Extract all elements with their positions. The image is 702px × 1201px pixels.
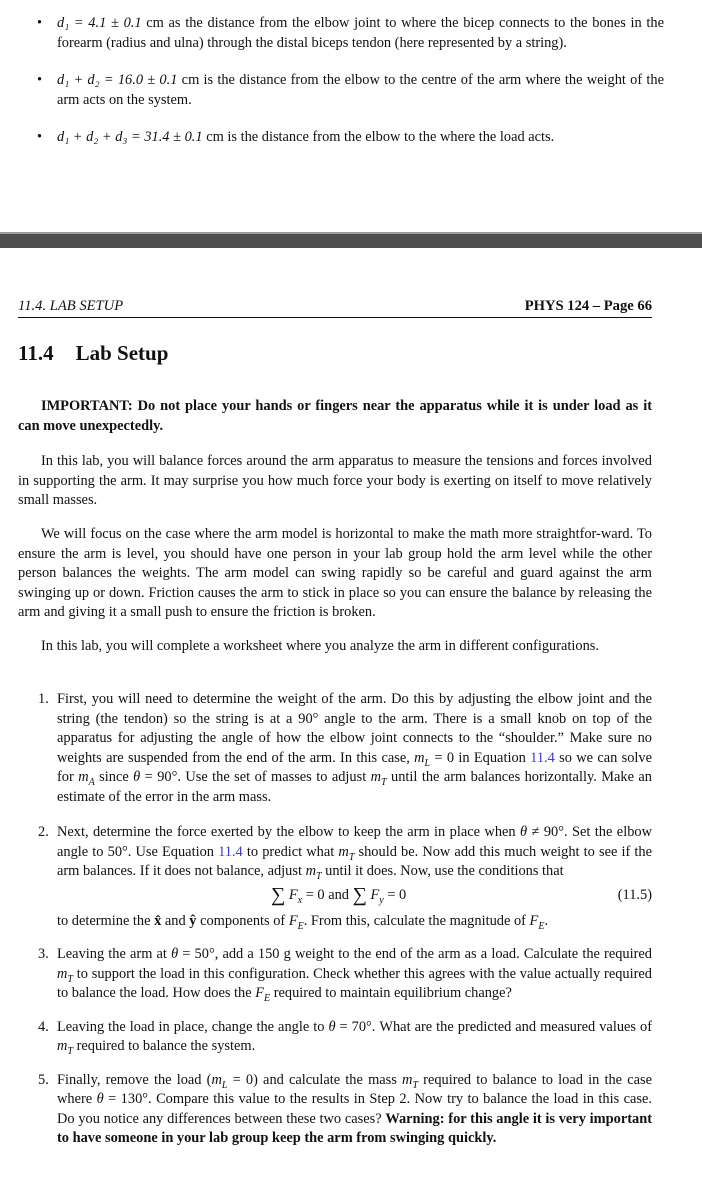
step-number: 4.: [38, 1018, 49, 1035]
step-2-text-f: to determine the: [57, 912, 155, 929]
mass-tension-symbol: $m_T$: [57, 965, 73, 985]
theta-symbol: θ: [133, 769, 141, 785]
bullet-dot-icon: •: [37, 129, 43, 145]
bullet-d1-text: cm as the distance from the elbow joint to where the bicep connects to the bones in the forearm (radius and ulna) through the distal biceps tendon (here represented by a string).: [57, 15, 664, 51]
elbow-force-symbol: $F_E$: [529, 912, 545, 932]
step-number: 2.: [38, 824, 49, 840]
mass-arm-symbol: $m_A$: [78, 769, 95, 788]
bullet-dot-icon: •: [37, 72, 43, 88]
bullet-d1: [24, 14, 664, 53]
step-1-text-b: = 0 in Equation: [430, 749, 531, 766]
step-2-text-d: should be. Now add this much weight to see if the arm balances. If it does not balance, adjust: [57, 843, 652, 879]
distance-bullet-list: [24, 14, 664, 166]
step-number: 3.: [38, 946, 49, 962]
mass-load-symbol: $m_L$: [211, 1071, 228, 1091]
step-1-text-a: First, you will need to determine the weight of the arm. Do this by adjusting the elbow joint and the string (the tendon) so the string is at a 90° angle to the arm. There is a small knob on top of the apparatus for adjusting the angle of how the elbow joint connects to the “shoulder.” Make sure no weights are suspended from the end of the arm. In this case,: [57, 691, 652, 766]
sum-icon: ∑: [352, 883, 367, 906]
bullet-d1-value: d₁ = 4.1 ± 0.1: [57, 15, 142, 31]
running-header-page: PHYS 124 – Page 66: [524, 298, 652, 314]
x-unit-vector-symbol: x̂: [154, 912, 162, 929]
section-title: [18, 340, 168, 366]
bullet-dot-icon: •: [37, 15, 43, 31]
step-4: [18, 1018, 652, 1057]
running-header-section: 11.4. LAB SETUP: [18, 298, 124, 314]
step-2-text-e: until it does. Now, use the conditions that: [321, 863, 564, 879]
mass-tension-symbol: $m_T$: [370, 769, 387, 788]
step-4-text-b: = 70°. What are the predicted and measured values of: [335, 1018, 652, 1035]
step-3-text-b: = 50°, add a 150 g weight to the end of the arm as a load. Calculate the required: [178, 946, 652, 962]
mass-tension-symbol: $m_T$: [338, 843, 355, 863]
step-2-text-h: components of: [196, 912, 289, 929]
theta-symbol: θ: [520, 824, 528, 840]
equation-and-text: = 0 and: [302, 886, 353, 903]
equation-number: (11.5): [617, 886, 652, 903]
equilibrium-equation: [57, 883, 652, 910]
mass-load-symbol: $m_L$: [414, 749, 431, 769]
force-y-symbol: $F_y$: [370, 886, 384, 906]
step-1-text-c: so we can solve for: [57, 749, 653, 785]
step-4-text-c: required to balance the system.: [72, 1038, 256, 1054]
step-2-text-b: ≠ 90°. Set the elbow angle to 50°. Use Equation: [57, 824, 652, 860]
step-4-text-a: Leaving the load in place, change the angle to: [57, 1018, 329, 1035]
intro-paragraph: In this lab, you will balance forces around the arm apparatus to measure the tensions and forces involved in supporting the arm. It may surprise you how much force your body is exerting on itself to move relatively small masses.: [18, 453, 652, 508]
step-2-text-a: Next, determine the force exerted by the elbow to keep the arm in place when: [57, 824, 521, 840]
worksheet-paragraph: In this lab, you will complete a worksheet where you analyze the arm in different configurations.: [41, 638, 599, 654]
bullet-d1-d2-text: cm is the distance from the elbow to the centre of the arm where the weight of the arm acts on the system.: [57, 72, 664, 108]
mass-tension-symbol: $m_T$: [402, 1071, 418, 1091]
step-1: [18, 690, 652, 807]
procedure-steps: [18, 690, 652, 1149]
bullet-d1-d2-d3-text: cm is the distance from the elbow to the where the load acts.: [202, 129, 555, 145]
step-5-text-c: required to balance to load in the case where: [57, 1071, 652, 1107]
mass-tension-symbol: $m_T$: [305, 863, 322, 882]
equation-body: [271, 883, 407, 906]
step-2-text-i: . From this, calculate the magnitude of: [303, 912, 530, 929]
step-3: [18, 945, 652, 1004]
step-3-text-d: required to maintain equilibrium change?: [270, 985, 512, 1001]
theta-symbol: θ: [171, 946, 179, 962]
sum-icon: ∑: [271, 883, 286, 906]
bullet-d1-d2-d3-value: d₁ + d₂ + d₃ = 31.4 ± 0.1: [57, 129, 203, 145]
equation-link[interactable]: 11.4: [218, 843, 243, 860]
bullet-d1-d2: [24, 71, 664, 110]
step-1-text-d: since: [94, 769, 134, 785]
bullet-d1-d2-d3: [24, 128, 664, 148]
force-x-symbol: $F_x$: [288, 886, 303, 906]
step-2-text-c: to predict what: [242, 843, 339, 860]
horizontal-arm-paragraph: We will focus on the case where the arm model is horizontal to make the math more straightfor-ward. To ensure the arm is level, you should have one person in your lab group hold the arm level while the other person balances the weights. The arm model can swing rapidly so be careful and guard against the arm swinging up or down. Friction causes the arm to stick in place so you can ensure the balance by releasing the arm and giving it a small push to ensure the friction is broken.: [18, 526, 652, 620]
step-5-text-b: = 0) and calculate the mass: [227, 1071, 403, 1088]
warning-text: Warning: for this angle it is very important to have someone in your lab group keep the arm from swinging quickly.: [57, 1110, 652, 1146]
step-5: [18, 1071, 652, 1149]
step-number: 5.: [38, 1071, 49, 1088]
step-2: [18, 823, 652, 931]
mass-tension-symbol: $m_T$: [57, 1038, 73, 1057]
section-title-text: Lab Setup: [75, 341, 169, 365]
page-divider: [0, 234, 702, 248]
step-number: 1.: [38, 691, 49, 707]
theta-symbol: θ: [328, 1018, 336, 1035]
elbow-force-symbol: $F_E$: [255, 985, 271, 1004]
step-5-text-a: Finally, remove the load (: [57, 1071, 212, 1088]
header-rule: [18, 317, 652, 318]
step-3-text-a: Leaving the arm at: [57, 946, 172, 962]
section-number: 11.4: [18, 341, 54, 365]
bullet-d1-d2-value: d₁ + d₂ = 16.0 ± 0.1: [57, 72, 178, 88]
step-2-text-j: .: [544, 912, 549, 929]
step-3-text-c: to support the load in this configuration. Check whether this agrees with the value actually required to balance the load. How does the: [57, 965, 652, 1001]
step-2-text-g: and: [161, 912, 190, 929]
step-5-text-d: = 130°. Compare this value to the results in Step 2. Now try to balance the load in this case. Do you notice any differences between these two cases?: [57, 1091, 652, 1127]
y-unit-vector-symbol: ŷ: [189, 912, 197, 929]
step-1-text-f: until the arm balances horizontally. Make an estimate of the error in the arm mass.: [57, 769, 652, 805]
step-1-text-e: = 90°. Use the set of masses to adjust: [140, 769, 371, 785]
theta-symbol: θ: [96, 1091, 104, 1107]
equation-end-text: = 0: [383, 886, 407, 903]
important-warning-paragraph: IMPORTANT: Do not place your hands or fingers near the apparatus while it is under load as it can move unexpectedly.: [18, 398, 652, 434]
elbow-force-symbol: $F_E$: [288, 912, 304, 932]
equation-link[interactable]: 11.4: [530, 749, 555, 766]
